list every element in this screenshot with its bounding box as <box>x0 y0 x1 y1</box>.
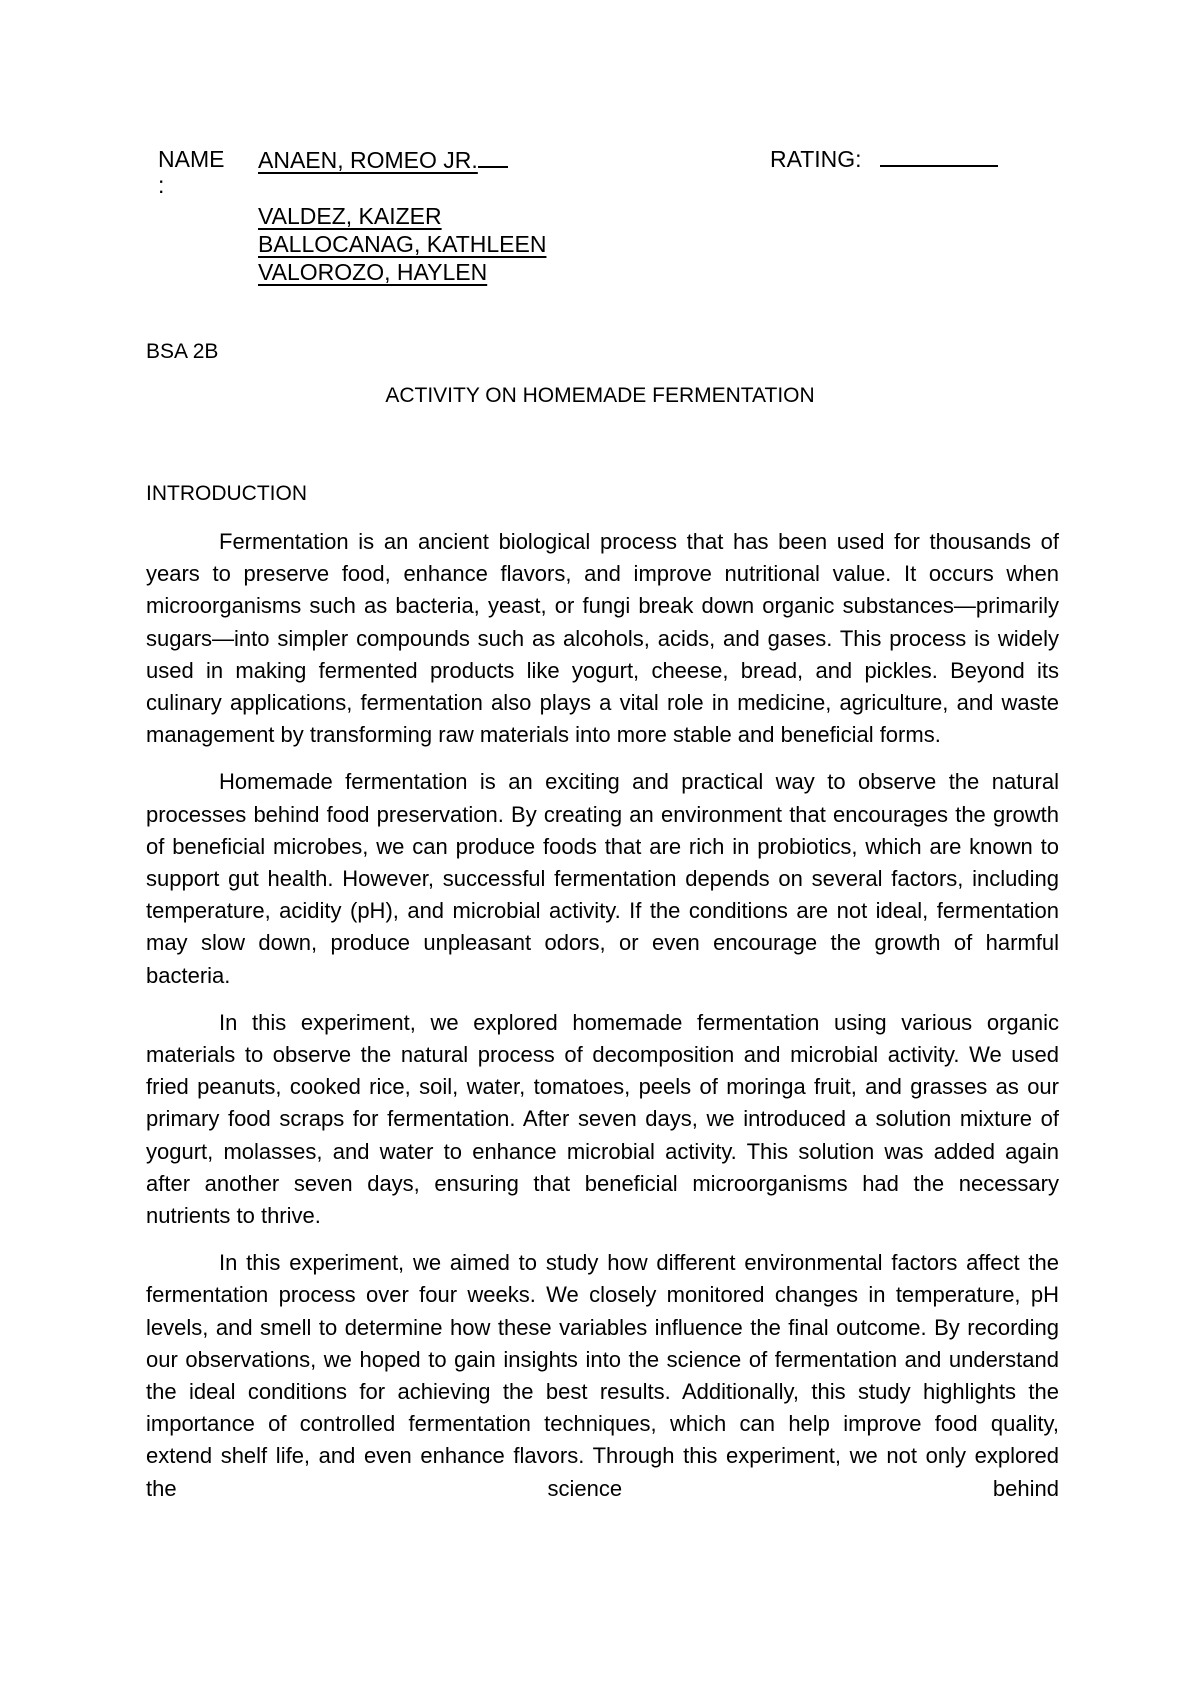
student-names <box>258 146 546 286</box>
rating-field <box>770 146 998 172</box>
document-title: ACTIVITY ON HOMEMADE FERMENTATION <box>385 384 815 407</box>
student-name-2: VALDEZ, KAIZER <box>258 203 442 229</box>
paragraph-1: Fermentation is an ancient biological process that has been used for thousands of years to preserve food, enhance flavors, and improve nutritional value. It occurs when microorganisms such as bacteria, yeast, or fungi break down organic substances—primarily sugars—into simpler compounds such as alcohols, acids, and gases. This process is widely used in making fermented products like yogurt, cheese, bread, and pickles. Beyond its culinary applications, fermentation also plays a vital role in medicine, agriculture, and waste management by transforming raw materials into more stable and beneficial forms. <box>146 529 1059 748</box>
name-label <box>158 146 224 198</box>
student-name-3: BALLOCANAG, KATHLEEN <box>258 231 547 257</box>
paragraph-4: In this experiment, we aimed to study how different environmental factors affect the fermentation process over four weeks. We closely monitored changes in temperature, pH levels, and smell to determine how these variables influence the final outcome. By recording our observations, we hoped to gain insights into the science of fermentation and understand the ideal conditions for achieving the best results. Additionally, this study highlights the importance of controlled fermentation techniques, which can help improve food quality, extend shelf life, and even enhance flavors. Through this experiment, we not only explored the science behind <box>146 1250 1059 1501</box>
name-label-text: NAME <box>158 146 225 172</box>
student-name-4: VALOROZO, HAYLEN <box>258 259 488 285</box>
student-name-1-row <box>258 146 546 174</box>
course-section: BSA 2B <box>146 340 219 363</box>
student-name-1: ANAEN, ROMEO JR. <box>258 147 478 173</box>
name-underline-extension <box>478 146 508 168</box>
paragraph-3: In this experiment, we explored homemade fermentation using various organic materials to observe the natural process of decomposition and microbial activity. We used fried peanuts, cooked rice, soil, water, tomatoes, peels of moringa fruit, and grasses as our primary food scraps for fermentation. After seven days, we introduced a solution mixture of yogurt, molasses, and water to enhance microbial activity. This solution was added again after another seven days, ensuring that beneficial microorganisms had the necessary nutrients to thrive. <box>146 1009 1059 1229</box>
paragraph-2: Homemade fermentation is an exciting and practical way to observe the natural processes behind food preservation. By creating an environment that encourages the growth of beneficial microbes, we can produce foods that are rich in probiotics, which are known to support gut health. However, successful fermentation depends on several factors, including temperature, acidity (pH), and microbial activity. If the conditions are not ideal, fermentation may slow down, produce unpleasant odors, or even encourage the growth of harmful bacteria. <box>146 769 1059 988</box>
introduction-heading: INTRODUCTION <box>146 482 307 505</box>
introduction-body <box>146 526 1059 1520</box>
name-label-colon: : <box>158 172 165 198</box>
rating-blank-line <box>880 147 998 167</box>
rating-label: RATING: <box>770 146 862 172</box>
